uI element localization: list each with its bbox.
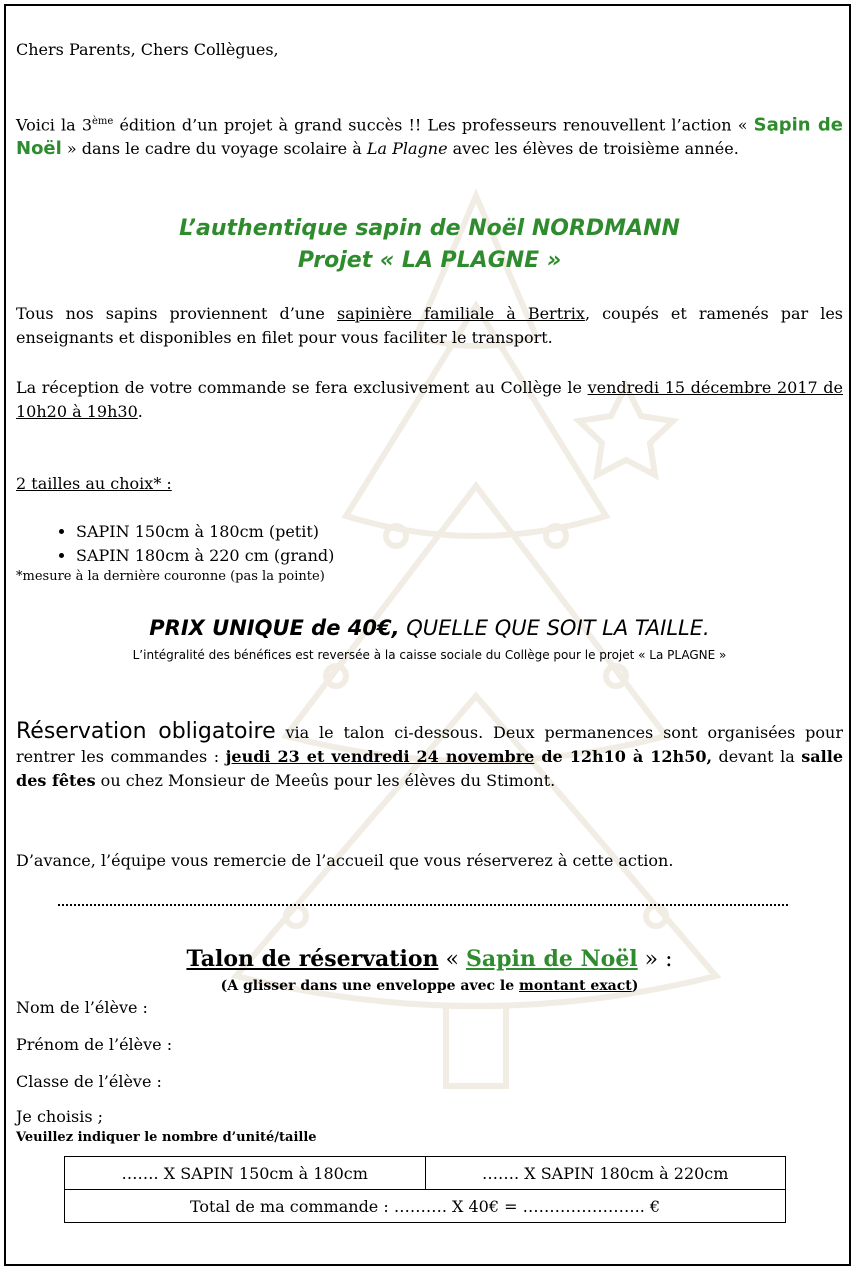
student-class-field[interactable]: Classe de l’élève :	[16, 1072, 162, 1091]
greeting: Chers Parents, Chers Collègues,	[16, 40, 279, 59]
letter-frame	[4, 4, 851, 1266]
choice-label: Je choisis ;	[16, 1107, 103, 1126]
cut-line	[58, 904, 788, 906]
sizes-list	[16, 520, 843, 568]
reservation-paragraph: Réservation obligatoire via le talon ci-dessous. Deux permanences sont organisées pour rentrer les commandes : jeudi 23 et vendredi 24 novembre de 12h10 à 12h50, devant la salle des fêtes ou chez Monsieur de Meeûs pour les élèves du Stimont.	[16, 719, 844, 790]
student-name-field[interactable]: Nom de l’élève :	[16, 998, 148, 1017]
benefits-note: L’intégralité des bénéfices est reversée à la caisse sociale du Collège pour le projet « La PLAGNE »	[132, 648, 727, 662]
price-line: PRIX UNIQUE de 40€, QUELLE QUE SOIT LA TAILLE.	[149, 616, 710, 640]
origin-paragraph: Tous nos sapins proviennent d’une sapinière familiale à Bertrix, coupés et ramenés par les enseignants et disponibles en filet pour vous faciliter le transport.	[16, 304, 843, 347]
thanks-paragraph: D’avance, l’équipe vous remercie de l’accueil que vous réserverez à cette action.	[16, 851, 674, 870]
talon-subtitle: (A glisser dans une enveloppe avec le montant exact)	[220, 978, 639, 994]
talon-title: Talon de réservation « Sapin de Noël » :	[186, 946, 673, 972]
intro-paragraph: Voici la 3ème édition d’un projet à grand succès !! Les professeurs renouvellent l’action « Sapin de Noël » dans le cadre du voyage scolaire à La Plagne avec les élèves de troisième année.	[16, 114, 844, 160]
page-title-line1: L’authentique sapin de Noël NORDMANN	[179, 216, 680, 241]
order-cell-small[interactable]: ……. X SAPIN 150cm à 180cm	[65, 1157, 426, 1190]
list-item: • SAPIN 180cm à 220 cm (grand)	[76, 544, 843, 568]
list-item: • SAPIN 150cm à 180cm (petit)	[76, 520, 843, 544]
choice-instruction: Veuillez indiquer le nombre d’unité/taille	[16, 1130, 317, 1145]
order-cell-large[interactable]: ……. X SAPIN 180cm à 220cm	[425, 1157, 786, 1190]
reception-paragraph: La réception de votre commande se fera exclusivement au Collège le vendredi 15 décembre 2017 de 10h20 à 19h30.	[16, 378, 843, 421]
student-firstname-field[interactable]: Prénom de l’élève :	[16, 1035, 173, 1054]
order-table	[64, 1156, 786, 1223]
sizes-note: *mesure à la dernière couronne (pas la pointe)	[16, 569, 325, 584]
sizes-heading: 2 tailles au choix* :	[16, 474, 172, 493]
order-total[interactable]: Total de ma commande : ………. X 40€ = ………………….. €	[65, 1190, 786, 1223]
action-name: Sapin de Noël	[16, 114, 844, 160]
page-title-line2: Projet « LA PLAGNE »	[297, 248, 562, 273]
